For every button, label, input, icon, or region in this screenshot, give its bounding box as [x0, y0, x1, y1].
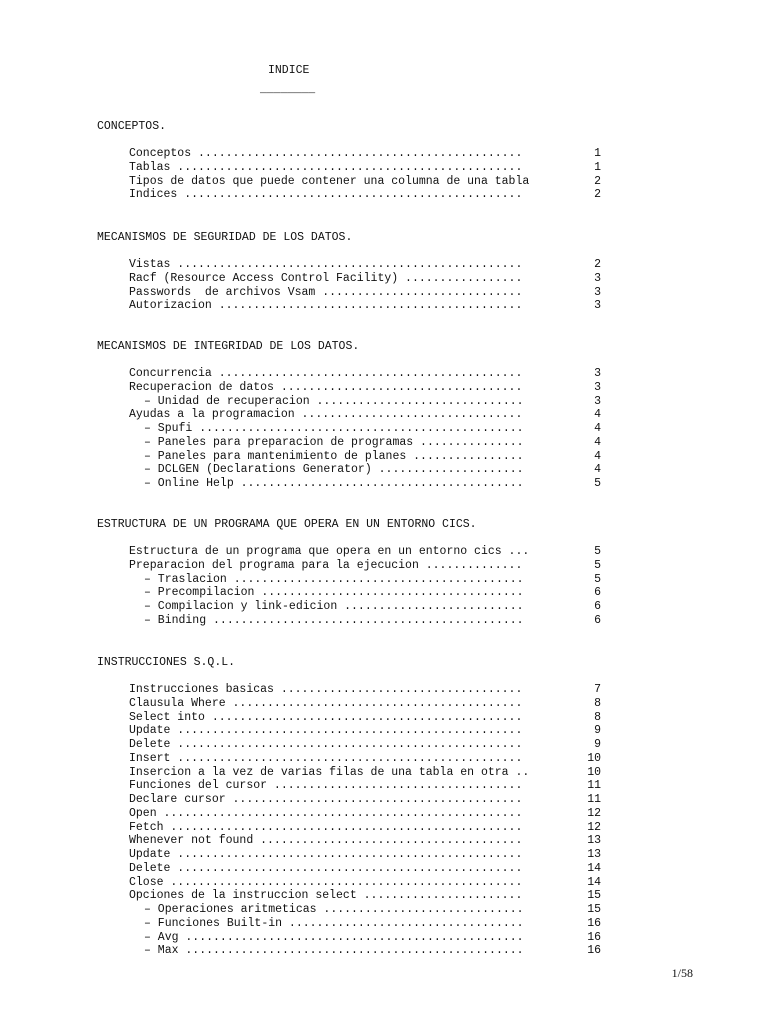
toc-entry: [0, 752, 768, 766]
toc-entry: [0, 272, 768, 286]
toc-entry: [0, 559, 768, 573]
toc-entry-text: Indices .................................................: [129, 188, 523, 202]
toc-entry-page-number: 11: [587, 779, 601, 793]
toc-entry-page-number: 12: [587, 806, 601, 820]
toc-entry: [0, 286, 768, 300]
toc-entry: [0, 889, 768, 903]
toc-entry-text: Insercion a la vez de varias filas de una tabla en otra ..: [129, 765, 530, 779]
page-number: 1/58: [671, 966, 693, 980]
toc-entry: [0, 697, 768, 711]
toc-entry-text: Racf (Resource Access Control Facility) .................: [129, 271, 523, 285]
toc-section: [0, 656, 768, 958]
toc-entry-page-number: 3: [594, 394, 601, 408]
toc-entry-page-number: 6: [594, 586, 601, 600]
toc-entry-text: – Compilacion y link-edicion ..........................: [144, 600, 524, 613]
toc-subentry: [0, 614, 768, 628]
toc-entry-page-number: 4: [594, 463, 601, 477]
toc-entry-page-number: 14: [587, 875, 601, 889]
toc-entry-text: Update ..................................................: [129, 848, 523, 861]
toc-entry-text: Conceptos ...............................................: [129, 147, 523, 160]
toc-entry-text: – Online Help .........................................: [144, 477, 524, 490]
toc-entry-page-number: 4: [594, 422, 601, 435]
toc-entry: [0, 779, 768, 793]
toc-entry-text: Recuperacion de datos ...................................: [129, 380, 523, 394]
toc-entry-page-number: 16: [587, 930, 601, 944]
toc-entry: [0, 738, 768, 752]
toc-section: [0, 120, 768, 202]
toc-entry-page-number: 3: [594, 271, 601, 285]
toc-entry-text: – Max .................................................: [144, 944, 524, 958]
toc-entry-page-number: 15: [587, 903, 601, 916]
toc-entry-text: Delete ..................................................: [129, 861, 523, 875]
toc-entry-text: Preparacion del programa para la ejecucion ..............: [129, 558, 523, 572]
toc-entry-text: Delete ..................................................: [129, 738, 523, 751]
page-title: INDICE: [268, 64, 310, 77]
toc-entry-page-number: 4: [594, 408, 601, 422]
toc-entry-text: – Binding .............................................: [144, 613, 524, 627]
toc-entry-page-number: 3: [594, 299, 601, 313]
toc-subentry: [0, 422, 768, 436]
toc-entry-page-number: 1: [594, 147, 601, 160]
toc-section: [0, 518, 768, 628]
toc-entry-list: [0, 258, 768, 313]
toc-entry: [0, 711, 768, 725]
toc-entry-text: – Traslacion ..........................................: [144, 572, 524, 586]
section-heading: MECANISMOS DE SEGURIDAD DE LOS DATOS.: [97, 231, 353, 244]
toc-entry: [0, 876, 768, 890]
toc-entry: [0, 161, 768, 175]
toc-entry-page-number: 13: [587, 834, 601, 848]
toc-entry: [0, 258, 768, 272]
toc-entry-text: Clausula Where ..........................................: [129, 696, 523, 710]
toc-entry-page-number: 3: [594, 285, 601, 299]
toc-entry-list: [0, 545, 768, 628]
toc-subentry: [0, 477, 768, 491]
toc-entry-page-number: 4: [594, 435, 601, 449]
toc-entry: [0, 807, 768, 821]
toc-entry-page-number: 6: [594, 613, 601, 627]
toc-subentry: [0, 600, 768, 614]
toc-entry: [0, 724, 768, 738]
toc-entry-page-number: 4: [594, 449, 601, 463]
toc-entry: [0, 862, 768, 876]
toc-section: [0, 340, 768, 491]
toc-entry: [0, 683, 768, 697]
toc-entry-page-number: 5: [594, 545, 601, 558]
toc-entry-page-number: 2: [594, 188, 601, 202]
toc-entry: [0, 545, 768, 559]
toc-entry-page-number: 7: [594, 683, 601, 696]
toc-entry-text: – Avg .................................................: [144, 930, 524, 944]
toc-entry-list: [0, 147, 768, 202]
toc-entry-page-number: 2: [594, 174, 601, 188]
toc-entry-page-number: 5: [594, 477, 601, 490]
toc-subentry: [0, 903, 768, 917]
toc-entry-text: – Spufi ...............................................: [144, 422, 524, 435]
toc-subentry: [0, 931, 768, 945]
toc-entry-text: Concurrencia ............................................: [129, 367, 523, 380]
toc-entry-page-number: 3: [594, 367, 601, 380]
toc-entry-text: Select into .............................................: [129, 710, 523, 724]
toc-entry-list: [0, 367, 768, 491]
toc-entry-page-number: 5: [594, 572, 601, 586]
toc-entry-text: – Funciones Built-in ..................................: [144, 916, 524, 930]
toc-entry-text: Autorizacion ............................................: [129, 299, 523, 313]
toc-entry-page-number: 6: [594, 600, 601, 613]
toc-entry-page-number: 10: [587, 751, 601, 765]
toc-entry: [0, 367, 768, 381]
toc-subentry: [0, 450, 768, 464]
toc-entry: [0, 821, 768, 835]
toc-entry-text: – DCLGEN (Declarations Generator) .....................: [144, 463, 524, 477]
toc-entry-text: – Paneles para mantenimiento de planes ................: [144, 449, 524, 463]
toc-entry: [0, 381, 768, 395]
toc-entry-list: [0, 683, 768, 958]
toc-entry-text: – Operaciones aritmeticas .............................: [144, 903, 524, 916]
toc-entry: [0, 793, 768, 807]
toc-subentry: [0, 573, 768, 587]
toc-entry-text: Funciones del cursor ....................................: [129, 779, 523, 793]
toc-entry-text: Estructura de un programa que opera en un entorno cics ...: [129, 545, 530, 558]
toc-entry: [0, 408, 768, 422]
section-heading: MECANISMOS DE INTEGRIDAD DE LOS DATOS.: [97, 340, 360, 353]
toc-entry: [0, 766, 768, 780]
toc-entry-text: Instrucciones basicas ...................................: [129, 683, 523, 696]
toc-subentry: [0, 463, 768, 477]
toc-entry-text: – Precompilacion ......................................: [144, 586, 524, 600]
toc-entry-page-number: 3: [594, 380, 601, 394]
toc-entry-page-number: 2: [594, 258, 601, 271]
section-heading: INSTRUCCIONES S.Q.L.: [97, 656, 236, 669]
toc-entry: [0, 834, 768, 848]
section-heading: CONCEPTOS.: [97, 120, 167, 133]
toc-subentry: [0, 917, 768, 931]
toc-entry-text: Tablas ..................................................: [129, 160, 523, 174]
toc-entry-page-number: 16: [587, 916, 601, 930]
toc-entry: [0, 848, 768, 862]
toc-entry: [0, 147, 768, 161]
toc-entry: [0, 188, 768, 202]
toc-subentry: [0, 944, 768, 958]
toc-entry-text: Passwords de archivos Vsam .............................: [129, 285, 523, 299]
toc-entry-text: Vistas ..................................................: [129, 258, 523, 271]
toc-entry-text: Close ...................................................: [129, 875, 523, 889]
toc-entry-text: Fetch ...................................................: [129, 820, 523, 834]
toc-entry-text: Insert ..................................................: [129, 751, 523, 765]
toc-entry-page-number: 1: [594, 160, 601, 174]
toc-entry-text: Ayudas a la programacion ................................: [129, 408, 523, 422]
toc-entry-page-number: 12: [587, 820, 601, 834]
toc-entry-page-number: 9: [594, 738, 601, 751]
toc-entry-text: Whenever not found ......................................: [129, 834, 523, 848]
toc-entry-text: Opciones de la instruccion select .......................: [129, 889, 523, 903]
toc-entry: [0, 175, 768, 189]
toc-entry-text: – Paneles para preparacion de programas ...............: [144, 435, 524, 449]
toc-entry-page-number: 8: [594, 710, 601, 724]
toc-entry: [0, 299, 768, 313]
title-underline: ________: [260, 83, 316, 96]
toc-entry-text: Open ....................................................: [129, 806, 523, 820]
toc-entry-page-number: 8: [594, 696, 601, 710]
section-heading: ESTRUCTURA DE UN PROGRAMA QUE OPERA EN UN ENTORNO CICS.: [97, 518, 477, 531]
toc-entry-page-number: 14: [587, 861, 601, 875]
toc-entry-text: Update ..................................................: [129, 724, 523, 738]
toc-entry-text: Tipos de datos que puede contener una columna de una tabla: [129, 174, 530, 188]
toc-entry-page-number: 15: [587, 889, 601, 903]
toc-entry-text: Declare cursor ..........................................: [129, 793, 523, 806]
toc-entry-page-number: 5: [594, 558, 601, 572]
toc-entry-page-number: 9: [594, 724, 601, 738]
toc-entry-page-number: 10: [587, 765, 601, 779]
toc-section: [0, 231, 768, 313]
toc-subentry: [0, 395, 768, 409]
toc-subentry: [0, 586, 768, 600]
toc-entry-text: – Unidad de recuperacion ..............................: [144, 394, 524, 408]
toc-subentry: [0, 436, 768, 450]
toc-entry-page-number: 16: [587, 944, 601, 958]
toc-entry-page-number: 11: [587, 793, 601, 806]
toc-entry-page-number: 13: [587, 848, 601, 861]
